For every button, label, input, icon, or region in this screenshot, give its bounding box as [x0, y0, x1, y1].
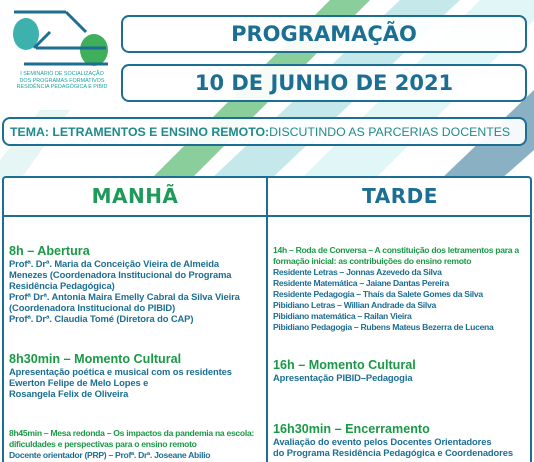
- section-line: Rosangela Felix de Oliveira: [9, 388, 129, 399]
- event-date: 10 DE JUNHO DE 2021: [121, 64, 527, 102]
- section-line: Pibidiano Pedagogia – Rubens Mateus Bezerra de Lucena: [273, 322, 494, 332]
- section-line: Pibidiano Letras – Willian Andrade da Silva: [273, 300, 436, 310]
- afternoon-roundtable-section: [273, 245, 519, 333]
- schedule-table: [2, 176, 532, 462]
- theme-banner: [2, 117, 527, 146]
- afternoon-cultural-section: [273, 358, 416, 383]
- header-divider: [4, 215, 530, 217]
- logo-text-line: I SEMINÁRIO DE SOCIALIZAÇÃO: [20, 71, 104, 77]
- morning-cultural-section: [9, 352, 232, 399]
- morning-opening-section: [9, 244, 240, 324]
- section-line: Residência Pedagógica): [9, 280, 115, 291]
- section-title: 16h30min – Encerramento: [273, 422, 430, 436]
- morning-roundtable-section: [9, 428, 254, 461]
- theme-label: TEMA: LETRAMENTOS E ENSINO REMOTO:: [10, 124, 270, 139]
- section-line: Profª. Drª. Maria da Conceição Vieira de Almeida: [9, 258, 220, 269]
- page-title: PROGRAMAÇÃO: [121, 15, 527, 53]
- section-title: 8h30min – Momento Cultural: [9, 352, 182, 366]
- section-line: Residente Letras – Jonnas Azevedo da Silva: [273, 267, 442, 277]
- afternoon-closing-section: [273, 422, 513, 458]
- afternoon-heading: TARDE: [362, 184, 438, 208]
- seminar-logo: [6, 8, 118, 104]
- theme-rest: DISCUTINDO AS PARCERIAS DOCENTES: [269, 124, 511, 139]
- section-line: Avaliação do evento pelos Docentes Orientadores: [273, 436, 492, 447]
- section-line: Pibidiano matemática – Railan Vieira: [273, 311, 412, 321]
- section-line: Residente Pedagogia – Thaís da Salete Gomes da Silva: [273, 289, 483, 299]
- section-title: 14h – Roda de Conversa – A constituição dos letramentos para a: [273, 245, 519, 255]
- section-line: Apresentação PIBID–Pedagogia: [273, 372, 413, 383]
- logo-text-line: RESIDÊNCIA PEDAGÓGICA E PIBID: [16, 84, 108, 90]
- section-line: Menezes (Coordenadora Institucional do Programa: [9, 269, 232, 280]
- section-line: Apresentação poética e musical com os residentes: [9, 366, 232, 377]
- section-line: Residente Matemática – Jaiane Dantas Pereira: [273, 278, 449, 288]
- section-title: dificuldades e perspectivas para o ensino remoto: [9, 439, 197, 449]
- section-line: Docente orientador (PRP) – Profª. Drª. Joseane Abilio: [9, 450, 211, 460]
- section-line: Profª. Drª. Claudia Tomé (Diretora do CAP): [9, 313, 194, 324]
- section-line: Profª Drª. Antonia Maira Emelly Cabral da Silva Vieira: [9, 291, 240, 302]
- section-line: Ewerton Felipe de Melo Lopes e: [9, 377, 149, 388]
- section-title: 16h – Momento Cultural: [273, 358, 416, 372]
- section-line: do Programa Residência Pedagógica e Coordenadores: [273, 447, 513, 458]
- section-title: 8h45min – Mesa redonda – Os impactos da pandemia na escola:: [9, 428, 254, 438]
- section-line: (Coordenadora Institucional do PIBID): [9, 302, 176, 313]
- column-divider: [266, 178, 268, 462]
- seminar-logo-mark: [6, 8, 118, 70]
- section-title: 8h – Abertura: [9, 244, 90, 258]
- logo-text-line: DOS PROGRAMAS FORMATIVOS: [19, 77, 105, 84]
- morning-heading: MANHÃ: [91, 184, 179, 208]
- section-title: formação inicial: as contribuições do ensino remoto: [273, 256, 472, 266]
